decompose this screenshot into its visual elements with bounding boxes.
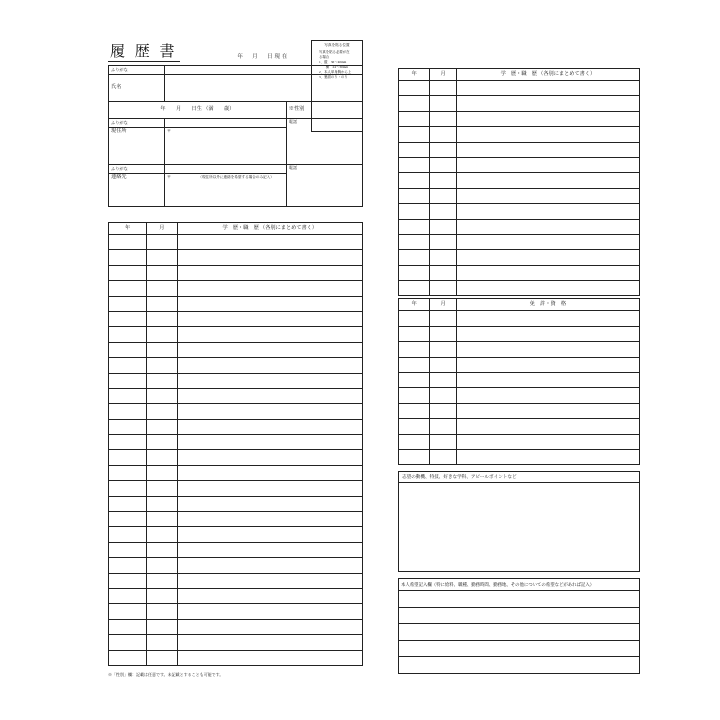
table-row [399,127,640,142]
table-row [399,96,640,111]
table-cell[interactable] [177,311,362,326]
address-field[interactable] [164,128,286,165]
table-cell[interactable] [109,527,147,542]
table-cell[interactable] [430,357,457,372]
table-cell[interactable] [177,588,362,603]
table-row [109,250,363,265]
table-cell[interactable] [147,588,177,603]
motivation-box[interactable] [398,471,640,572]
contact-note: （現住所以外に連絡を希望する場合のみ記入） [198,175,274,179]
footer-note: ※「性別」欄：記載は任意です。未記載とすることも可能です。 [108,672,224,677]
table-cell[interactable] [109,542,147,557]
table-cell[interactable] [177,558,362,573]
table-cell[interactable] [430,449,457,464]
table-cell[interactable] [430,173,457,188]
license-table [398,298,640,465]
table-cell[interactable] [147,419,177,434]
table-cell[interactable] [456,157,639,172]
table-cell[interactable] [399,403,430,418]
col-month: 月 [147,223,177,235]
table-row [399,403,640,418]
table-row [399,142,640,157]
table-cell[interactable] [177,512,362,527]
table-row [399,219,640,234]
table-cell[interactable] [147,619,177,634]
table-cell[interactable] [456,173,639,188]
table-row [399,591,640,608]
col-year: 年 [399,299,430,311]
table-cell[interactable] [456,357,639,372]
name-label: 氏名 [109,75,165,102]
table-row [109,635,363,650]
photo-instruction-line: 3．裏面のり・のり [319,74,348,79]
postal-mark: 〒 [166,128,172,133]
col-month: 月 [430,69,457,81]
table-cell[interactable] [177,250,362,265]
photo-instruction-line: る場合 [319,55,330,60]
table-row [109,404,363,419]
table-cell[interactable] [147,465,177,480]
table-cell[interactable] [456,373,639,388]
address-label: 現住所 [109,128,165,165]
table-row [109,573,363,588]
table-cell[interactable] [147,358,177,373]
table-cell[interactable] [109,419,147,434]
table-row [399,624,640,641]
table-cell[interactable] [177,435,362,450]
table-cell[interactable] [147,250,177,265]
table-header-row [399,69,640,81]
contact-postal-mark: 〒 [166,174,172,179]
table-cell[interactable] [399,607,640,624]
table-cell[interactable] [147,342,177,357]
photo-placeholder[interactable] [311,40,363,132]
table-cell[interactable] [430,142,457,157]
table-cell[interactable] [109,327,147,342]
table-row [399,342,640,357]
table-row [109,542,363,557]
table-cell[interactable] [430,81,457,96]
table-row [109,235,363,250]
col-detail: 学 歴・職 歴 （各別にまとめて書く） [177,223,362,235]
table-row [399,434,640,449]
table-cell[interactable] [147,650,177,665]
table-row [109,604,363,619]
table-cell[interactable] [177,419,362,434]
table-row [399,373,640,388]
table-cell[interactable] [399,157,430,172]
table-row [399,419,640,434]
table-cell[interactable] [456,142,639,157]
photo-instructions [314,50,360,80]
furigana-label-contact: ふりがな [109,165,165,174]
table-cell[interactable] [177,296,362,311]
table-cell[interactable] [109,481,147,496]
table-cell[interactable] [430,281,457,296]
table-cell[interactable] [399,326,430,341]
table-cell[interactable] [456,434,639,449]
table-cell[interactable] [177,465,362,480]
table-row [109,588,363,603]
table-cell[interactable] [456,219,639,234]
table-cell[interactable] [399,234,430,249]
col-month: 月 [430,299,457,311]
table-row [399,157,640,172]
table-cell[interactable] [456,204,639,219]
table-row [109,650,363,665]
table-cell[interactable] [399,640,640,657]
table-cell[interactable] [456,342,639,357]
table-cell[interactable] [147,235,177,250]
table-cell[interactable] [456,96,639,111]
table-cell[interactable] [109,588,147,603]
table-row [109,465,363,480]
table-cell[interactable] [109,558,147,573]
table-cell[interactable] [109,573,147,588]
table-cell[interactable] [430,373,457,388]
table-cell[interactable] [147,496,177,511]
table-row [109,435,363,450]
table-cell[interactable] [109,450,147,465]
photo-title: 写真を貼る位置 [324,43,350,47]
table-cell[interactable] [399,449,430,464]
table-row [109,419,363,434]
table-cell[interactable] [430,311,457,326]
tel-label: 電話 [286,119,362,165]
table-cell[interactable] [430,342,457,357]
gender-label: ※性別 [286,102,362,119]
education-work-history-table-left [108,222,363,666]
table-cell[interactable] [399,142,430,157]
table-row [399,204,640,219]
furigana-label-address: ふりがな [109,119,165,128]
table-cell[interactable] [147,542,177,557]
table-cell[interactable] [430,250,457,265]
table-row [109,619,363,634]
table-cell[interactable] [456,111,639,126]
table-cell[interactable] [147,311,177,326]
table-cell[interactable] [147,481,177,496]
table-cell[interactable] [109,342,147,357]
table-cell[interactable] [456,449,639,464]
table-row [399,326,640,341]
table-cell[interactable] [430,265,457,280]
table-cell[interactable] [147,573,177,588]
right-column [398,68,640,674]
photo-instruction-line: 横 24～30mm [319,65,349,70]
table-row [109,512,363,527]
table-cell[interactable] [177,373,362,388]
table-cell[interactable] [430,419,457,434]
table-cell[interactable] [430,204,457,219]
requests-caption: 本人希望記入欄（特に給料、職種、勤務時間、勤務地、その他についての希望などがあれば記入） [399,579,640,591]
table-cell[interactable] [177,604,362,619]
table-cell[interactable] [177,281,362,296]
table-cell[interactable] [177,481,362,496]
table-cell[interactable] [109,388,147,403]
table-header-row [399,299,640,311]
table-cell[interactable] [456,311,639,326]
contact-field[interactable] [164,174,286,207]
table-row [109,496,363,511]
table-row [109,311,363,326]
table-cell[interactable] [456,188,639,203]
furigana-value-contact[interactable] [164,165,286,174]
table-row [399,265,640,280]
table-cell[interactable] [177,342,362,357]
table-cell[interactable] [399,281,430,296]
contact-tel-label: 電話 [286,165,362,207]
table-cell[interactable] [109,281,147,296]
table-cell[interactable] [399,96,430,111]
table-cell[interactable] [430,234,457,249]
table-cell[interactable] [430,157,457,172]
table-cell[interactable] [399,624,640,641]
table-cell[interactable] [399,342,430,357]
table-row [109,481,363,496]
table-cell[interactable] [109,512,147,527]
table-cell[interactable] [177,542,362,557]
table-cell[interactable] [399,388,430,403]
contact-label: 連絡先 [109,174,165,207]
table-cell[interactable] [109,635,147,650]
requests-table [398,578,640,674]
table-row [399,388,640,403]
table-cell[interactable] [177,527,362,542]
table-row [399,449,640,464]
table-row [399,281,640,296]
current-date-line: 年 月 日現在 [237,54,290,60]
table-cell[interactable] [456,419,639,434]
table-cell[interactable] [147,373,177,388]
motivation-body[interactable] [399,483,639,571]
furigana-value-address[interactable] [164,119,286,128]
photo-instruction-line: 1．縦 36～40mm [319,60,347,65]
table-cell[interactable] [109,496,147,511]
table-cell[interactable] [399,204,430,219]
table-cell[interactable] [109,265,147,280]
table-cell[interactable] [147,388,177,403]
table-cell[interactable] [456,326,639,341]
table-cell[interactable] [430,326,457,341]
table-cell[interactable] [430,188,457,203]
table-cell[interactable] [147,404,177,419]
table-cell[interactable] [147,296,177,311]
table-cell[interactable] [456,403,639,418]
table-cell[interactable] [399,657,640,674]
table-row [399,111,640,126]
table-cell[interactable] [399,173,430,188]
table-cell[interactable] [456,234,639,249]
table-row [109,281,363,296]
furigana-label-name: ふりがな [109,66,165,75]
table-cell[interactable] [177,404,362,419]
table-row [399,234,640,249]
table-row [399,250,640,265]
table-cell[interactable] [109,619,147,634]
table-cell[interactable] [399,373,430,388]
table-row [399,81,640,96]
table-header-row [399,579,640,591]
table-cell[interactable] [177,619,362,634]
table-cell[interactable] [109,373,147,388]
table-cell[interactable] [399,311,430,326]
col-detail: 学 歴・職 歴 （各別にまとめて書く） [456,69,639,81]
table-row [109,327,363,342]
table-cell[interactable] [430,127,457,142]
col-detail: 免 許・資 格 [456,299,639,311]
motivation-caption: 志望の動機、特技、好きな学科、アピールポイントなど [399,472,639,483]
table-cell[interactable] [456,388,639,403]
table-cell[interactable] [177,450,362,465]
table-cell[interactable] [147,604,177,619]
table-cell[interactable] [109,250,147,265]
table-cell[interactable] [399,591,640,608]
table-cell[interactable] [430,111,457,126]
table-cell[interactable] [456,81,639,96]
table-cell[interactable] [430,434,457,449]
col-year: 年 [399,69,430,81]
table-row [399,173,640,188]
table-row [109,296,363,311]
table-cell[interactable] [399,81,430,96]
table-row [109,450,363,465]
table-cell[interactable] [109,296,147,311]
table-row [109,342,363,357]
table-cell[interactable] [109,465,147,480]
table-cell[interactable] [399,265,430,280]
table-cell[interactable] [177,235,362,250]
table-cell[interactable] [177,635,362,650]
table-cell[interactable] [399,127,430,142]
table-row [399,640,640,657]
table-cell[interactable] [399,188,430,203]
table-cell[interactable] [430,403,457,418]
table-cell[interactable] [399,111,430,126]
table-row [399,357,640,372]
table-cell[interactable] [147,327,177,342]
table-cell[interactable] [430,219,457,234]
table-cell[interactable] [147,558,177,573]
table-row [109,165,363,174]
table-cell[interactable] [399,219,430,234]
table-row [109,265,363,280]
table-cell[interactable] [109,604,147,619]
table-cell[interactable] [399,419,430,434]
table-row [109,373,363,388]
table-row [399,188,640,203]
table-header-row [109,223,363,235]
requests-box [398,578,640,674]
left-column [108,40,363,666]
table-cell[interactable] [109,235,147,250]
table-row [109,358,363,373]
table-cell[interactable] [177,327,362,342]
table-cell[interactable] [177,358,362,373]
table-cell[interactable] [177,650,362,665]
table-row [399,657,640,674]
photo-instruction-line: 2．本人単身胸から上 [319,69,352,74]
table-row [109,558,363,573]
table-cell[interactable] [147,635,177,650]
table-cell[interactable] [430,388,457,403]
table-cell[interactable] [430,96,457,111]
birthdate-line: 年 月 日生 （満 歳） [109,102,287,119]
table-cell[interactable] [456,281,639,296]
table-cell[interactable] [147,512,177,527]
table-cell[interactable] [147,265,177,280]
table-row [399,311,640,326]
table-cell[interactable] [177,265,362,280]
col-year: 年 [109,223,147,235]
photo-instruction-line: 写真を貼る必要が在 [319,50,350,55]
table-cell[interactable] [177,388,362,403]
table-cell[interactable] [147,527,177,542]
table-row [109,527,363,542]
education-work-history-table-right [398,68,640,296]
page-title: 履 歴 書 [108,44,180,63]
table-cell[interactable] [147,435,177,450]
table-cell[interactable] [456,127,639,142]
table-cell[interactable] [399,434,430,449]
table-cell[interactable] [399,357,430,372]
table-cell[interactable] [177,573,362,588]
table-cell[interactable] [109,650,147,665]
table-row [399,607,640,624]
table-cell[interactable] [456,265,639,280]
table-cell[interactable] [109,404,147,419]
table-cell[interactable] [456,250,639,265]
table-cell[interactable] [399,250,430,265]
table-cell[interactable] [147,281,177,296]
table-cell[interactable] [109,311,147,326]
table-cell[interactable] [109,358,147,373]
table-row [109,388,363,403]
table-cell[interactable] [147,450,177,465]
table-cell[interactable] [109,435,147,450]
table-cell[interactable] [177,496,362,511]
